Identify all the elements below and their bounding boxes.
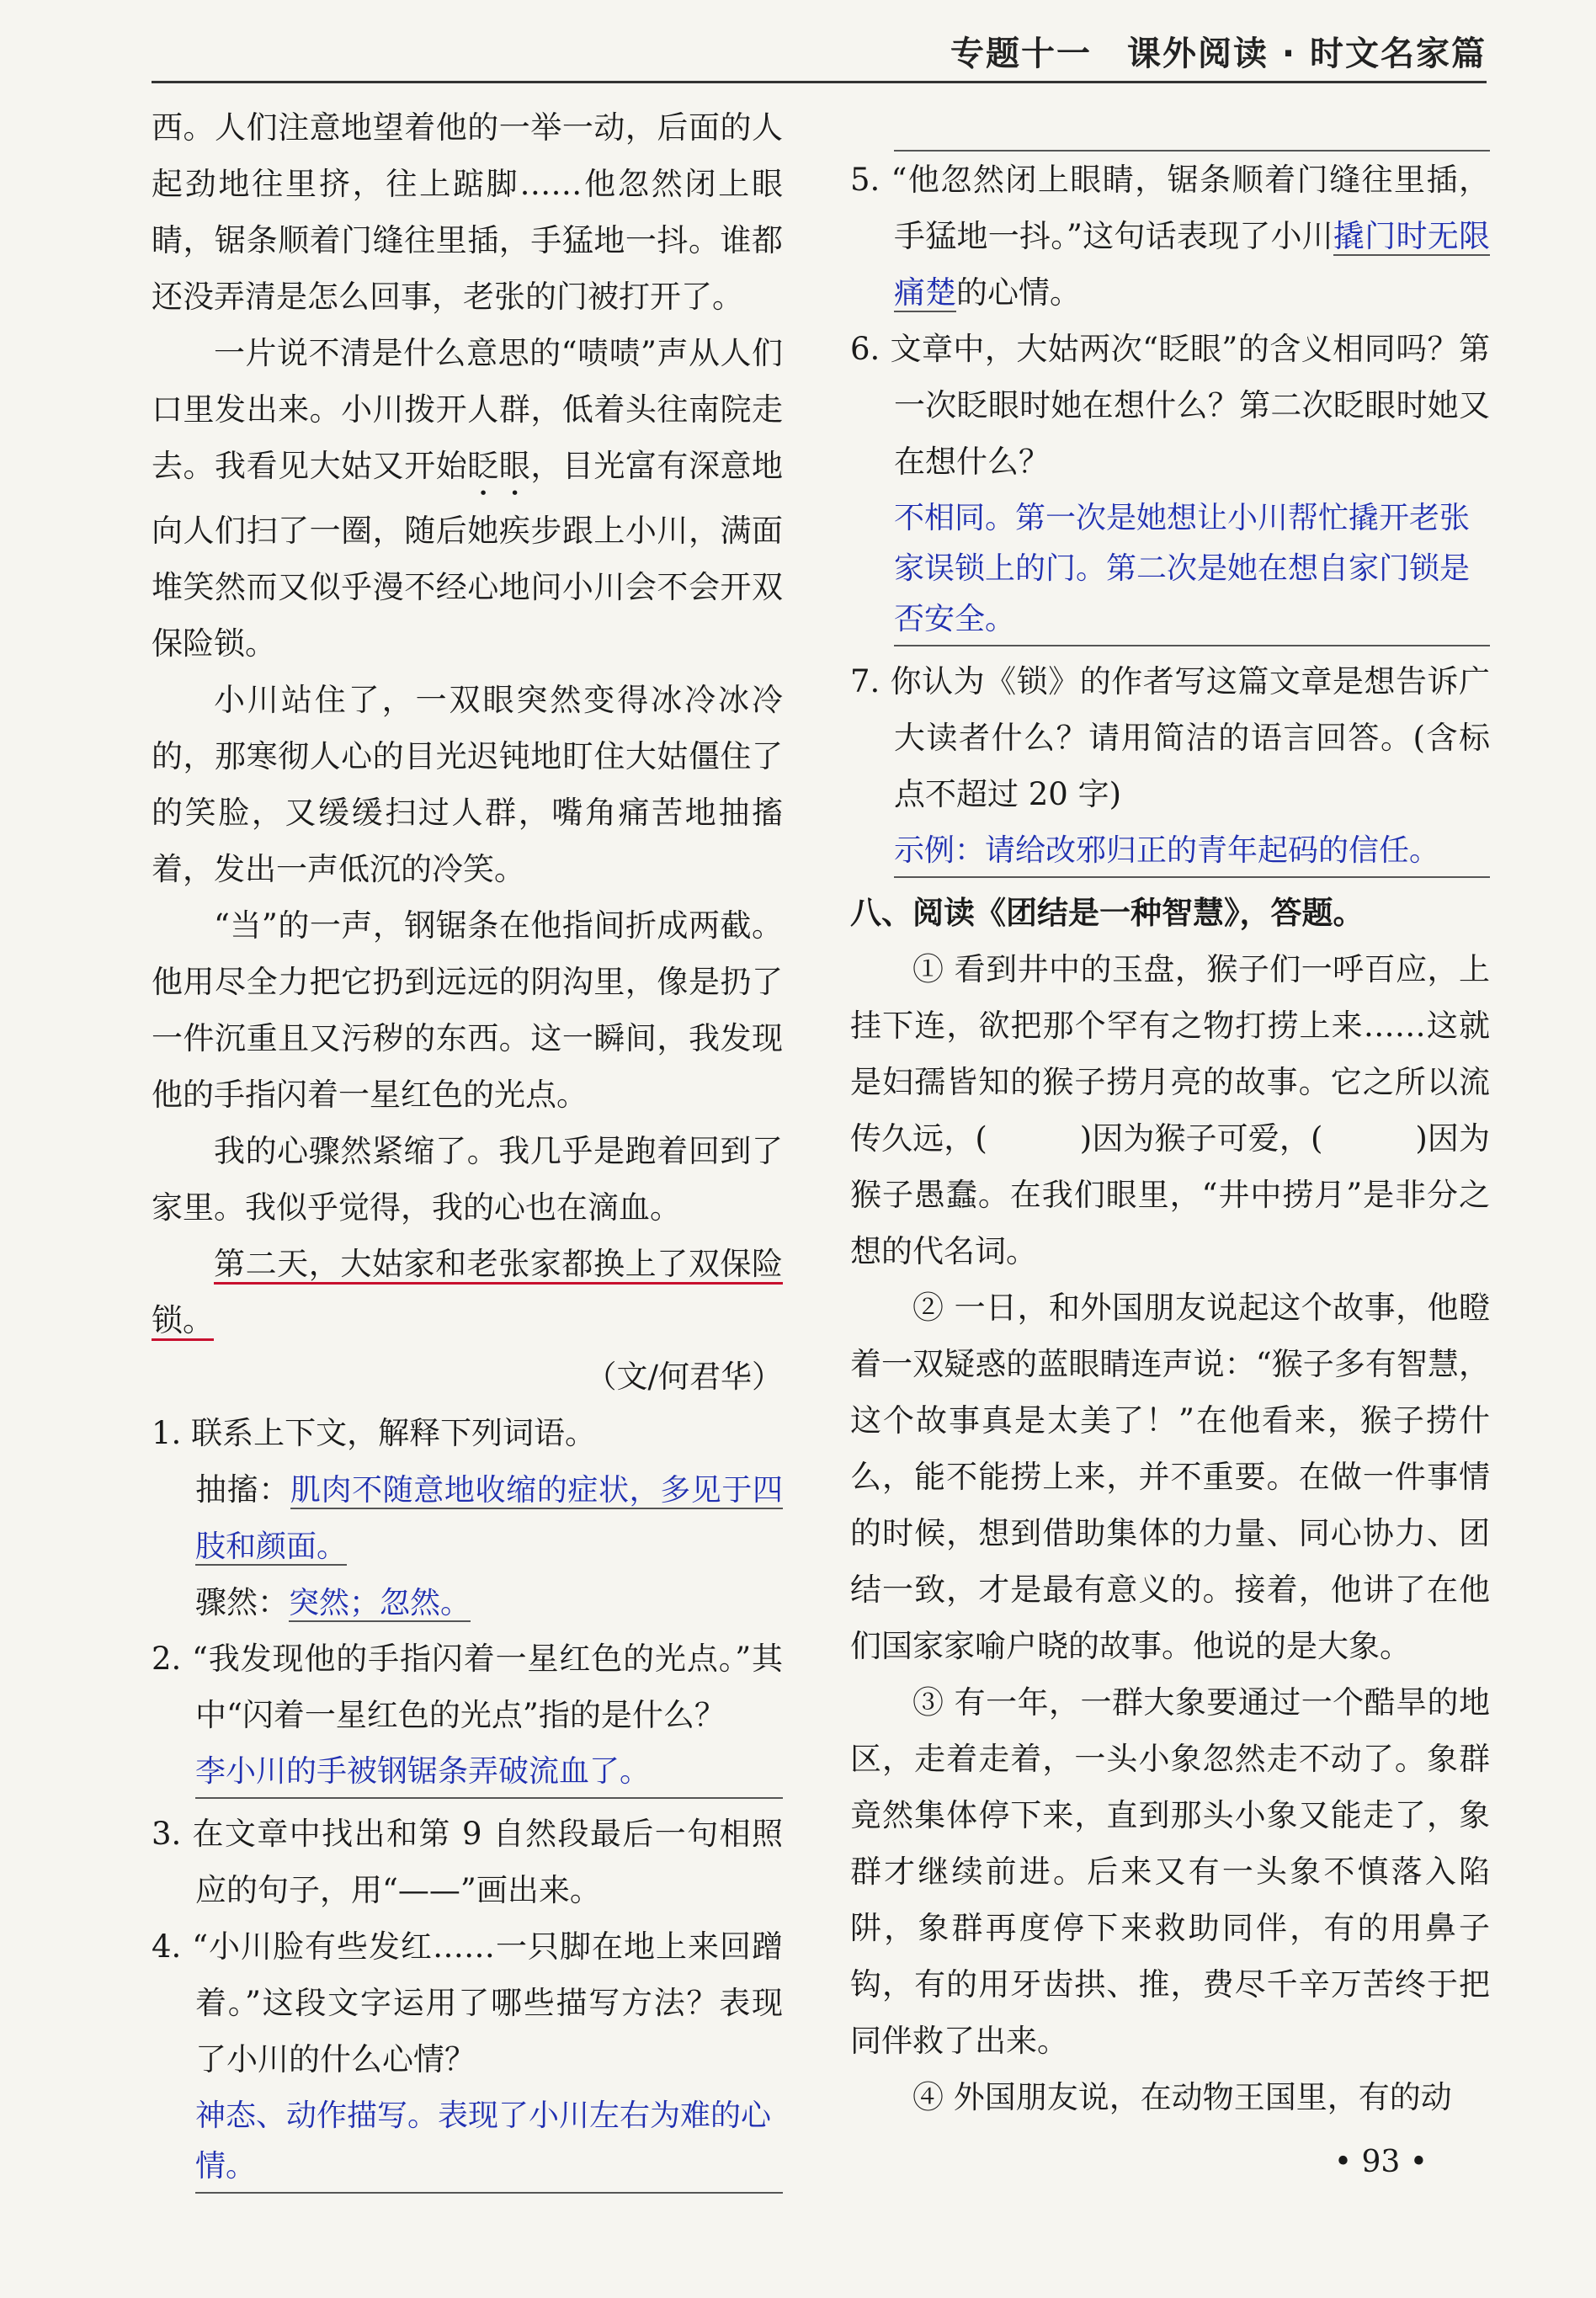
- emphasized-word: 眨眼: [467, 448, 531, 484]
- question-1a-answer: 肌肉不随意地收缩的症状，多见于四肢和颜面。: [195, 1473, 783, 1564]
- question-6: 6. 文章中，大姑两次“眨眼”的含义相同吗？第一次眨眼时她在想什么？第二次眨眼时她又在想什么？: [850, 331, 1490, 480]
- question-5: [850, 152, 1490, 321]
- question-6-answer: 不相同。第一次是她想让小川帮忙撬开老张家误锁上的门。第二次是她在想自家门锁是否安全。: [894, 493, 1490, 646]
- reading-paragraph-4: ④ 外国朋友说，在动物王国里，有的动: [912, 2079, 1452, 2115]
- passage-paragraph-2: [152, 325, 783, 672]
- question-7: 7. 你认为《锁》的作者写这篇文章是想告诉广大读者什么？请用简洁的语言回答。(含标点不超过 20 字): [850, 663, 1490, 812]
- question-1b-label: 骤然：: [195, 1584, 289, 1620]
- right-column: [850, 99, 1490, 2125]
- question-4: 4. “小川脸有些发红……一只脚在地上来回蹭着。”这段文字运用了哪些描写方法？表现了小川的什么心情？: [152, 1928, 783, 2077]
- article-source: （文/何君华）: [585, 1359, 783, 1395]
- question-5-answer: 撬门时无限痛楚: [894, 218, 1490, 311]
- reading-paragraph-3: ③ 有一年，一群大象要通过一个酷旱的地区，走着走着，一头小象忽然走不动了。象群竟然集体停下来，直到那头小象又能走了，象群才继续前进。后来又有一头象不慎落入陷阱，象群再度停下来救助同伴，有的用鼻子钩，有的用牙齿拱、推，费尽千辛万苦终于把同伴救了出来。: [850, 1684, 1490, 2059]
- question-4-answer: 神态、动作描写。表现了小川左右为难的心情。: [195, 2091, 783, 2194]
- question-3: 3. 在文章中找出和第 9 自然段最后一句相照应的句子，用“——”画出来。: [152, 1816, 783, 1908]
- question-7-answer: 示例：请给改邪归正的青年起码的信任。: [894, 826, 1490, 878]
- question-1b-answer: 突然；忽然。: [289, 1586, 471, 1620]
- question-5-text: 5. “他忽然闭上眼睛，锯条顺着门缝往里插，手猛地一抖。”这句话表现了小川: [850, 162, 1490, 254]
- paragraph-2-text-b: ，目光富有深意地向人们扫了一圈，随后她疾步跟上小川，满面堆笑然而又似乎漫不经心地问小川会不会开双保险锁。: [152, 448, 784, 662]
- passage-paragraph-6: [152, 1236, 783, 1348]
- answer-line: [894, 99, 1490, 152]
- left-column: [152, 99, 783, 2200]
- question-1a-label: 抽搐：: [195, 1471, 290, 1508]
- passage-paragraph-4: “当”的一声，钢锯条在他指间折成两截。他用尽全力把它扔到远远的阴沟里，像是扔了一件沉重且又污秽的东西。这一瞬间，我发现他的手指闪着一星红色的光点。: [152, 907, 783, 1113]
- passage-paragraph-3: 小川站住了，一双眼突然变得冰冷冰冷的，那寒彻人心的目光迟钝地盯住大姑僵住了的笑脸，又缓缓扫过人群，嘴角痛苦地抽搐着，发出一声低沉的冷笑。: [152, 682, 783, 887]
- section-8-heading: 八、阅读《团结是一种智慧》，答题。: [850, 895, 1365, 931]
- paragraph-1-text-a: ① 看到井中的玉盘，猴子们一呼百应，上挂下连，欲把那个罕有之物打捞上来……这就是妇孺皆知的猴子捞月亮的故事。它之所以流传久远，(: [850, 951, 1490, 1157]
- passage-paragraph-5: 我的心骤然紧缩了。我几乎是跑着回到了家里。我似乎觉得，我的心也在滴血。: [152, 1133, 783, 1226]
- paragraph-2-text-a: 一片说不清是什么意思的“啧啧”声从人们口里发出来。小川拨开人群，低着头往南院走去。我看见大姑又开始: [152, 335, 783, 484]
- question-5-text-end: 的心情。: [956, 274, 1081, 311]
- header-rule: [152, 81, 1487, 83]
- paragraph-1-text-c: )因为猴子愚蠢。在我们眼里，“井中捞月”是非分之想的代名词。: [850, 1120, 1491, 1269]
- red-underlined-sentence: 第二天，大姑家和老张家都换上了双保险锁。: [152, 1246, 783, 1341]
- question-1a: [152, 1461, 783, 1630]
- question-1: 1. 联系上下文，解释下列词语。: [152, 1415, 597, 1451]
- paragraph-1-text-b: )因为猴子可爱，(: [1079, 1120, 1323, 1157]
- page-header-title: 专题十一 课外阅读 · 时文名家篇: [950, 35, 1487, 73]
- page-number: • 93 •: [1333, 2145, 1428, 2179]
- reading-paragraph-1: [850, 941, 1490, 1279]
- reading-paragraph-2: ② 一日，和外国朋友说起这个故事，他瞪着一双疑惑的蓝眼睛连声说：“猴子多有智慧，这个故事真是太美了！”在他看来，猴子捞什么，能不能捞上来，并不重要。在做一件事情的时候，想到借助集体的力量、同心协力、团结一致，才是最有意义的。接着，他讲了在他们国家家喻户晓的故事。他说的是大象。: [850, 1290, 1490, 1664]
- passage-paragraph-1: 西。人们注意地望着他的一举一动，后面的人起劲地往里挤，往上踮脚……他忽然闭上眼睛，锯条顺着门缝往里插，手猛地一抖。谁都还没弄清是怎么回事，老张的门被打开了。: [152, 109, 783, 315]
- question-2-answer: 李小川的手被钢锯条弄破流血了。: [195, 1747, 783, 1799]
- question-2: 2. “我发现他的手指闪着一星红色的光点。”其中“闪着一星红色的光点”指的是什么？: [152, 1641, 783, 1733]
